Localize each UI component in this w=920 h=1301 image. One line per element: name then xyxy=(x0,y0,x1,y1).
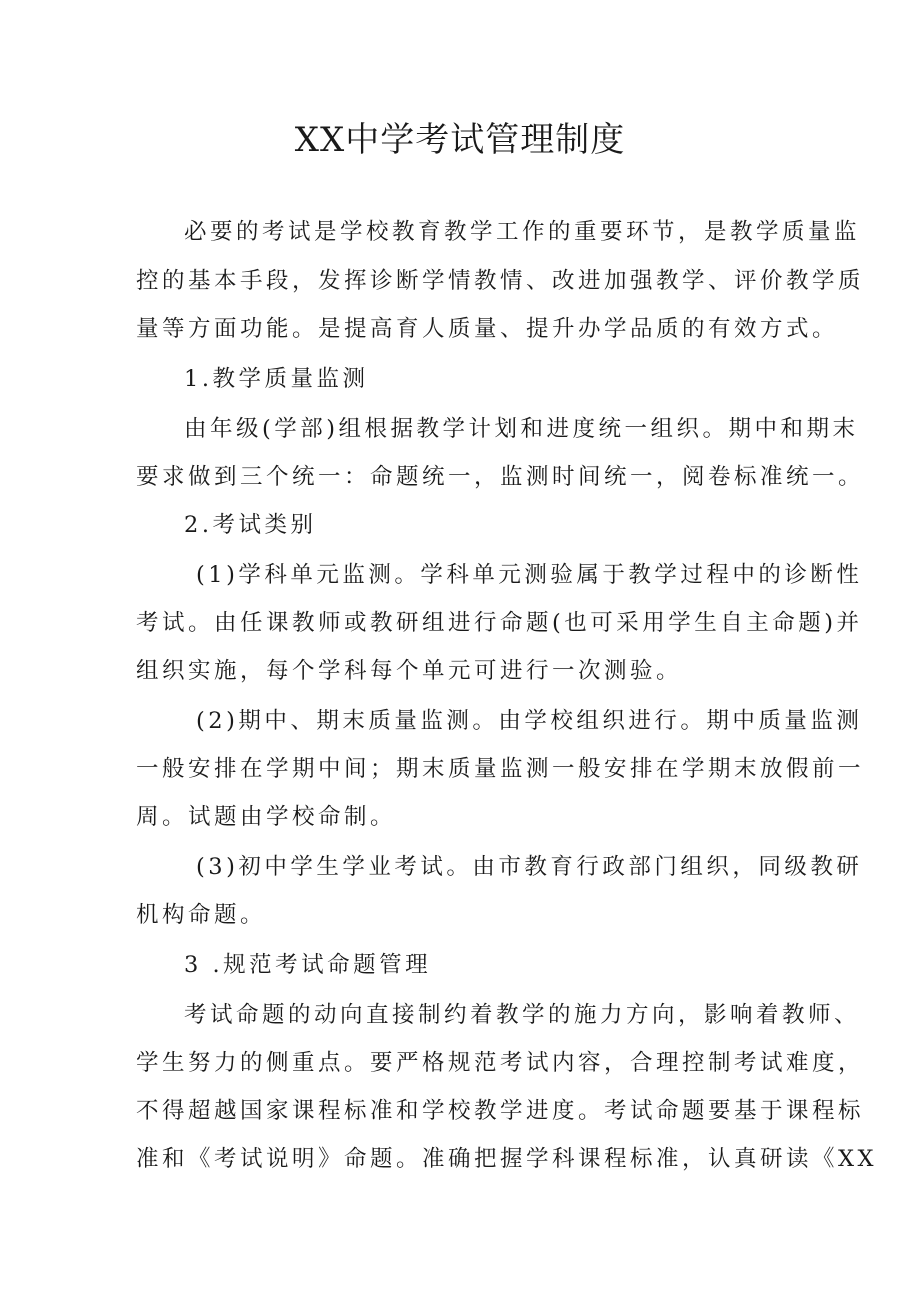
section-heading: 2.考试类别 xyxy=(184,512,317,538)
paragraph-line: 考试命题的动向直接制约着教学的施力方向，影响着教师、 xyxy=(184,1002,861,1028)
paragraph-line: 考试。由任课教师或教研组进行命题(也可采用学生自主命题)并 xyxy=(136,610,863,636)
paragraph-line: 必要的考试是学校教育教学工作的重要环节，是教学质量监 xyxy=(184,219,861,245)
paragraph-line: 周。试题由学校命制。 xyxy=(136,804,397,830)
paragraph-line: (3)初中学生学业考试。由市教育行政部门组织，同级教研 xyxy=(196,854,863,880)
section-heading: 3 .规范考试命题管理 xyxy=(184,952,432,978)
paragraph-line: 机构命题。 xyxy=(136,902,267,928)
paragraph-line: 学生努力的侧重点。要严格规范考试内容，合理控制考试难度， xyxy=(136,1050,865,1076)
paragraph-line: 一般安排在学期中间；期末质量监测一般安排在学期末放假前一 xyxy=(136,756,865,782)
paragraph-line: 不得超越国家课程标准和学校教学进度。考试命题要基于课程标 xyxy=(136,1098,865,1124)
paragraph-line: 要求做到三个统一：命题统一，监测时间统一，阅卷标准统一。 xyxy=(136,464,865,490)
paragraph-line: (2)期中、期末质量监测。由学校组织进行。期中质量监测 xyxy=(196,708,863,734)
paragraph-line: (1)学科单元监测。学科单元测验属于教学过程中的诊断性 xyxy=(196,562,863,588)
section-heading: 1.教学质量监测 xyxy=(184,366,369,392)
document-title: XX中学考试管理制度 xyxy=(294,120,626,160)
paragraph-line: 组织实施，每个学科每个单元可进行一次测验。 xyxy=(136,658,683,684)
paragraph-line: 控的基本手段，发挥诊断学情教情、改进加强教学、评价教学质 xyxy=(136,268,865,294)
paragraph-line: 准和《考试说明》命题。准确把握学科课程标准，认真研读《XX xyxy=(136,1146,878,1172)
paragraph-line: 量等方面功能。是提高育人质量、提升办学品质的有效方式。 xyxy=(136,316,839,342)
paragraph-line: 由年级(学部)组根据教学计划和进度统一组织。期中和期末 xyxy=(184,416,859,442)
